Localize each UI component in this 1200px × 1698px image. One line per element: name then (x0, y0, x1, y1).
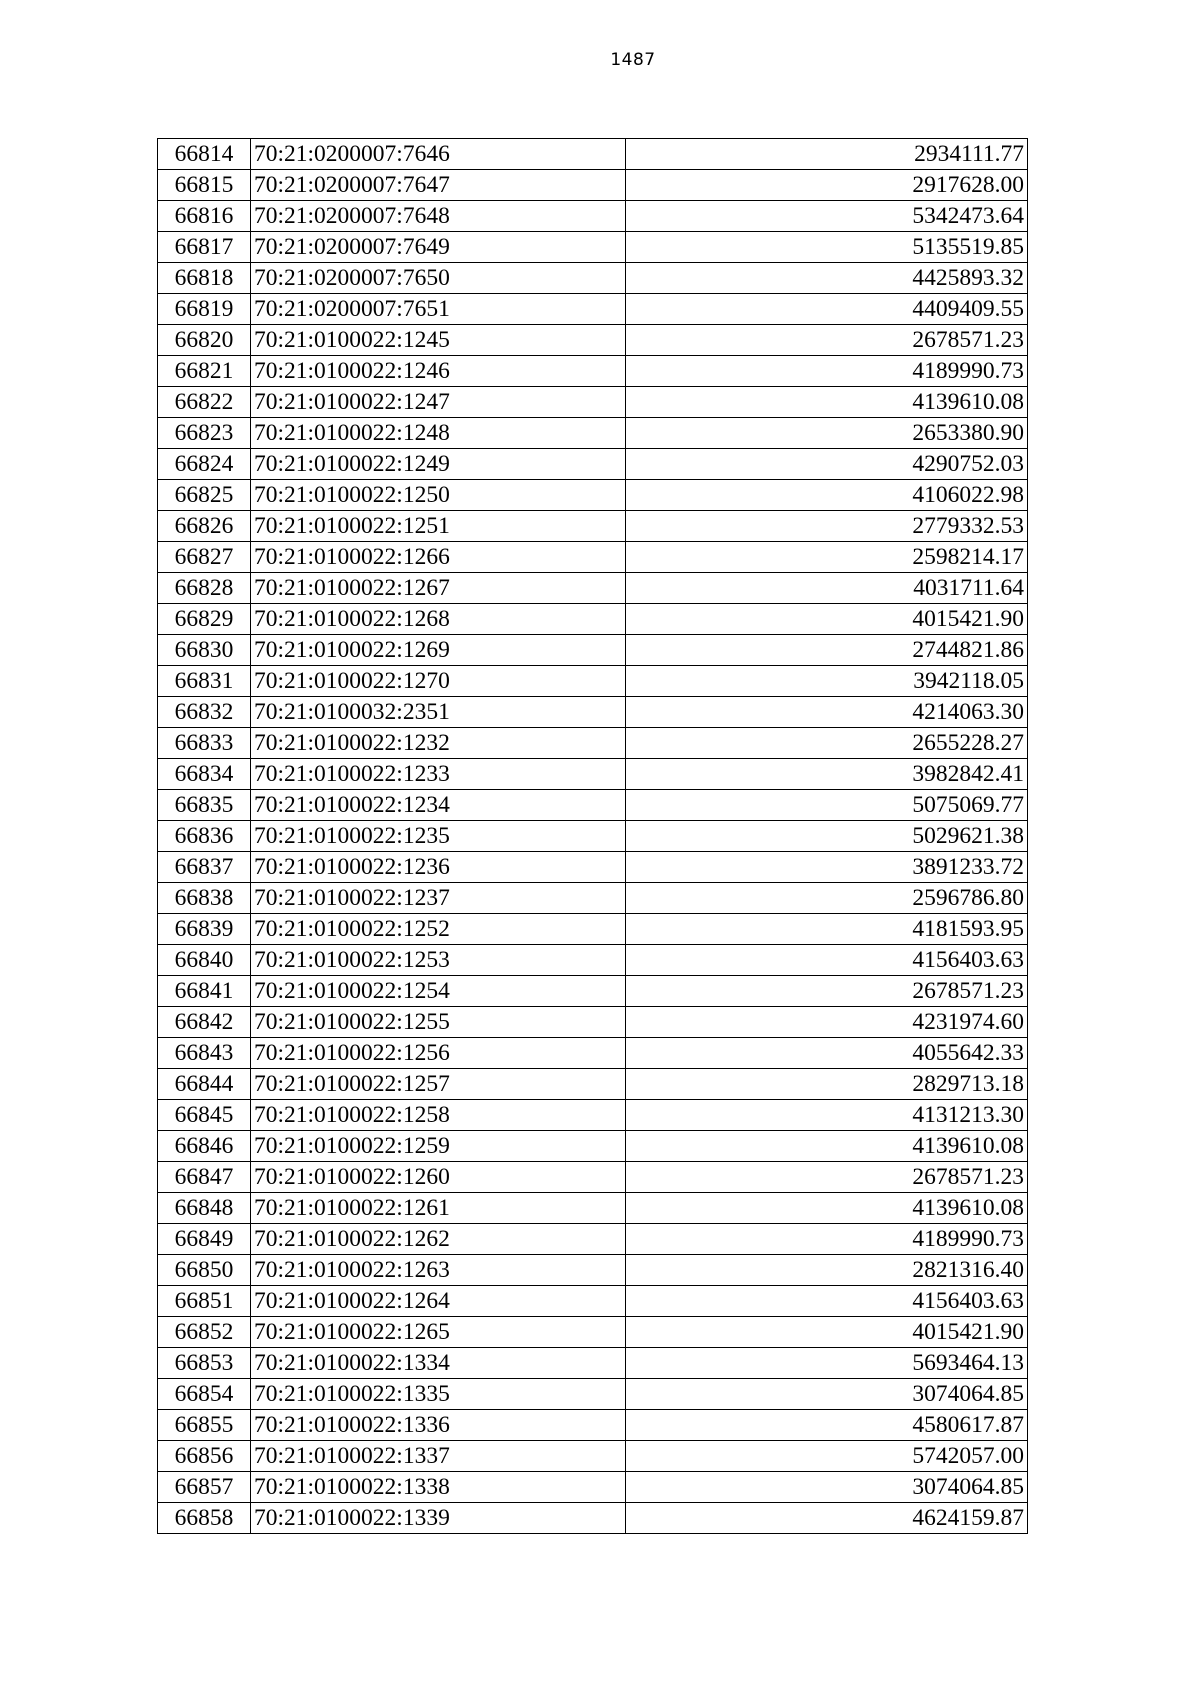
cadastral-value-cell: 2744821.86 (626, 635, 1028, 666)
cadastral-number-cell: 70:21:0100022:1256 (251, 1038, 626, 1069)
row-number-cell: 66831 (158, 666, 251, 697)
cadastral-value-cell: 2779332.53 (626, 511, 1028, 542)
cadastral-value-cell: 4580617.87 (626, 1410, 1028, 1441)
table-row (158, 573, 1028, 604)
row-number-cell: 66847 (158, 1162, 251, 1193)
cadastral-number-cell: 70:21:0100022:1249 (251, 449, 626, 480)
cadastral-value-cell: 2678571.23 (626, 976, 1028, 1007)
table-row (158, 1131, 1028, 1162)
row-number-cell: 66854 (158, 1379, 251, 1410)
row-number-cell: 66825 (158, 480, 251, 511)
row-number-cell: 66829 (158, 604, 251, 635)
table-row (158, 1224, 1028, 1255)
row-number-cell: 66814 (158, 139, 251, 170)
table-row (158, 1379, 1028, 1410)
row-number-cell: 66848 (158, 1193, 251, 1224)
cadastral-value-cell: 3891233.72 (626, 852, 1028, 883)
cadastral-value-cell: 2678571.23 (626, 325, 1028, 356)
cadastral-value-cell: 4156403.63 (626, 945, 1028, 976)
row-number-cell: 66858 (158, 1503, 251, 1534)
page-number: 1487 (610, 50, 656, 70)
table-row (158, 759, 1028, 790)
cadastral-value-cell: 5135519.85 (626, 232, 1028, 263)
cadastral-number-cell: 70:21:0100022:1235 (251, 821, 626, 852)
table-row (158, 201, 1028, 232)
cadastral-number-cell: 70:21:0100022:1253 (251, 945, 626, 976)
cadastral-value-cell: 4139610.08 (626, 1131, 1028, 1162)
row-number-cell: 66818 (158, 263, 251, 294)
row-number-cell: 66839 (158, 914, 251, 945)
cadastral-number-cell: 70:21:0200007:7650 (251, 263, 626, 294)
cadastral-value-cell: 4015421.90 (626, 604, 1028, 635)
cadastral-value-cell: 5693464.13 (626, 1348, 1028, 1379)
cadastral-value-cell: 4055642.33 (626, 1038, 1028, 1069)
table-row (158, 790, 1028, 821)
table-row (158, 1472, 1028, 1503)
row-number-cell: 66852 (158, 1317, 251, 1348)
cadastral-value-cell: 3074064.85 (626, 1379, 1028, 1410)
cadastral-value-cell: 4139610.08 (626, 1193, 1028, 1224)
cadastral-value-cell: 2598214.17 (626, 542, 1028, 573)
cadastral-number-cell: 70:21:0100022:1260 (251, 1162, 626, 1193)
cadastral-number-cell: 70:21:0100022:1234 (251, 790, 626, 821)
row-number-cell: 66836 (158, 821, 251, 852)
table-row (158, 325, 1028, 356)
cadastral-number-cell: 70:21:0100022:1233 (251, 759, 626, 790)
table-row (158, 1193, 1028, 1224)
table-row (158, 356, 1028, 387)
row-number-cell: 66856 (158, 1441, 251, 1472)
table-row (158, 1007, 1028, 1038)
cadastral-value-cell: 3982842.41 (626, 759, 1028, 790)
row-number-cell: 66846 (158, 1131, 251, 1162)
cadastral-number-cell: 70:21:0100022:1262 (251, 1224, 626, 1255)
row-number-cell: 66857 (158, 1472, 251, 1503)
cadastral-number-cell: 70:21:0100022:1266 (251, 542, 626, 573)
row-number-cell: 66841 (158, 976, 251, 1007)
row-number-cell: 66842 (158, 1007, 251, 1038)
cadastral-value-cell: 2653380.90 (626, 418, 1028, 449)
cadastral-value-cell: 4031711.64 (626, 573, 1028, 604)
cadastral-number-cell: 70:21:0200007:7647 (251, 170, 626, 201)
row-number-cell: 66828 (158, 573, 251, 604)
table-row (158, 387, 1028, 418)
row-number-cell: 66838 (158, 883, 251, 914)
row-number-cell: 66855 (158, 1410, 251, 1441)
cadastral-value-cell: 4181593.95 (626, 914, 1028, 945)
cadastral-value-cell: 4139610.08 (626, 387, 1028, 418)
cadastral-number-cell: 70:21:0100022:1252 (251, 914, 626, 945)
row-number-cell: 66832 (158, 697, 251, 728)
cadastral-value-cell: 4231974.60 (626, 1007, 1028, 1038)
table-row (158, 976, 1028, 1007)
table-row (158, 1348, 1028, 1379)
row-number-cell: 66830 (158, 635, 251, 666)
cadastral-value-cell: 4624159.87 (626, 1503, 1028, 1534)
row-number-cell: 66834 (158, 759, 251, 790)
row-number-cell: 66819 (158, 294, 251, 325)
table-row (158, 666, 1028, 697)
row-number-cell: 66817 (158, 232, 251, 263)
table-row (158, 418, 1028, 449)
cadastral-number-cell: 70:21:0100022:1334 (251, 1348, 626, 1379)
cadastral-number-cell: 70:21:0100022:1337 (251, 1441, 626, 1472)
cadastral-value-cell: 2655228.27 (626, 728, 1028, 759)
cadastral-value-cell: 3942118.05 (626, 666, 1028, 697)
row-number-cell: 66833 (158, 728, 251, 759)
cadastral-number-cell: 70:21:0100022:1246 (251, 356, 626, 387)
row-number-cell: 66820 (158, 325, 251, 356)
table-row (158, 945, 1028, 976)
cadastral-value-cell: 4214063.30 (626, 697, 1028, 728)
row-number-cell: 66837 (158, 852, 251, 883)
cadastral-number-cell: 70:21:0100022:1268 (251, 604, 626, 635)
table-row (158, 1038, 1028, 1069)
table-row (158, 480, 1028, 511)
table-row (158, 604, 1028, 635)
table-row (158, 635, 1028, 666)
row-number-cell: 66835 (158, 790, 251, 821)
cadastral-value-cell: 2596786.80 (626, 883, 1028, 914)
cadastral-value-cell: 4156403.63 (626, 1286, 1028, 1317)
cadastral-number-cell: 70:21:0100022:1338 (251, 1472, 626, 1503)
table-row (158, 1441, 1028, 1472)
cadastral-number-cell: 70:21:0100022:1237 (251, 883, 626, 914)
cadastral-number-cell: 70:21:0100022:1339 (251, 1503, 626, 1534)
table-row (158, 1162, 1028, 1193)
cadastral-number-cell: 70:21:0200007:7651 (251, 294, 626, 325)
cadastral-number-cell: 70:21:0100022:1263 (251, 1255, 626, 1286)
cadastral-number-cell: 70:21:0200007:7649 (251, 232, 626, 263)
table-row (158, 852, 1028, 883)
cadastral-value-cell: 4131213.30 (626, 1100, 1028, 1131)
cadastral-number-cell: 70:21:0100022:1257 (251, 1069, 626, 1100)
table-row (158, 139, 1028, 170)
table-row (158, 1255, 1028, 1286)
cadastral-value-cell: 4409409.55 (626, 294, 1028, 325)
cadastral-number-cell: 70:21:0100022:1264 (251, 1286, 626, 1317)
table-row (158, 170, 1028, 201)
table-row (158, 449, 1028, 480)
table-row (158, 883, 1028, 914)
cadastral-number-cell: 70:21:0100022:1265 (251, 1317, 626, 1348)
cadastral-number-cell: 70:21:0100022:1259 (251, 1131, 626, 1162)
row-number-cell: 66824 (158, 449, 251, 480)
table-row (158, 511, 1028, 542)
cadastral-number-cell: 70:21:0100022:1336 (251, 1410, 626, 1441)
cadastral-number-cell: 70:21:0100032:2351 (251, 697, 626, 728)
cadastral-value-table (157, 138, 1028, 1534)
table-row (158, 1317, 1028, 1348)
cadastral-number-cell: 70:21:0100022:1254 (251, 976, 626, 1007)
cadastral-value-cell: 2678571.23 (626, 1162, 1028, 1193)
cadastral-value-cell: 2917628.00 (626, 170, 1028, 201)
row-number-cell: 66844 (158, 1069, 251, 1100)
cadastral-number-cell: 70:21:0100022:1261 (251, 1193, 626, 1224)
cadastral-number-cell: 70:21:0100022:1251 (251, 511, 626, 542)
cadastral-number-cell: 70:21:0100022:1269 (251, 635, 626, 666)
row-number-cell: 66840 (158, 945, 251, 976)
row-number-cell: 66823 (158, 418, 251, 449)
cadastral-number-cell: 70:21:0100022:1258 (251, 1100, 626, 1131)
cadastral-value-cell: 2934111.77 (626, 139, 1028, 170)
cadastral-value-cell: 5342473.64 (626, 201, 1028, 232)
row-number-cell: 66845 (158, 1100, 251, 1131)
row-number-cell: 66849 (158, 1224, 251, 1255)
cadastral-value-cell: 4425893.32 (626, 263, 1028, 294)
row-number-cell: 66853 (158, 1348, 251, 1379)
cadastral-number-cell: 70:21:0100022:1250 (251, 480, 626, 511)
cadastral-value-cell: 5742057.00 (626, 1441, 1028, 1472)
cadastral-number-cell: 70:21:0100022:1248 (251, 418, 626, 449)
cadastral-number-cell: 70:21:0100022:1270 (251, 666, 626, 697)
cadastral-value-cell: 4189990.73 (626, 1224, 1028, 1255)
row-number-cell: 66851 (158, 1286, 251, 1317)
row-number-cell: 66826 (158, 511, 251, 542)
table-row (158, 728, 1028, 759)
cadastral-number-cell: 70:21:0100022:1247 (251, 387, 626, 418)
table-row (158, 232, 1028, 263)
row-number-cell: 66816 (158, 201, 251, 232)
cadastral-value-cell: 4106022.98 (626, 480, 1028, 511)
cadastral-value-cell: 3074064.85 (626, 1472, 1028, 1503)
cadastral-number-cell: 70:21:0100022:1236 (251, 852, 626, 883)
cadastral-value-cell: 2829713.18 (626, 1069, 1028, 1100)
table-row (158, 1503, 1028, 1534)
table-row (158, 1069, 1028, 1100)
table-row (158, 263, 1028, 294)
cadastral-value-cell: 5075069.77 (626, 790, 1028, 821)
cadastral-value-cell: 4189990.73 (626, 356, 1028, 387)
cadastral-number-cell: 70:21:0100022:1255 (251, 1007, 626, 1038)
row-number-cell: 66821 (158, 356, 251, 387)
row-number-cell: 66850 (158, 1255, 251, 1286)
cadastral-number-cell: 70:21:0100022:1335 (251, 1379, 626, 1410)
cadastral-number-cell: 70:21:0100022:1267 (251, 573, 626, 604)
cadastral-value-cell: 2821316.40 (626, 1255, 1028, 1286)
cadastral-value-cell: 5029621.38 (626, 821, 1028, 852)
table-body (158, 139, 1028, 1534)
cadastral-number-cell: 70:21:0100022:1245 (251, 325, 626, 356)
table-row (158, 914, 1028, 945)
table-row (158, 1286, 1028, 1317)
cadastral-number-cell: 70:21:0100022:1232 (251, 728, 626, 759)
table-row (158, 697, 1028, 728)
row-number-cell: 66843 (158, 1038, 251, 1069)
cadastral-number-cell: 70:21:0200007:7648 (251, 201, 626, 232)
table-row (158, 821, 1028, 852)
table-row (158, 294, 1028, 325)
cadastral-value-cell: 4290752.03 (626, 449, 1028, 480)
row-number-cell: 66815 (158, 170, 251, 201)
cadastral-value-table-wrapper (157, 138, 1028, 1534)
row-number-cell: 66822 (158, 387, 251, 418)
cadastral-value-cell: 4015421.90 (626, 1317, 1028, 1348)
cadastral-number-cell: 70:21:0200007:7646 (251, 139, 626, 170)
table-row (158, 1100, 1028, 1131)
table-row (158, 1410, 1028, 1441)
table-row (158, 542, 1028, 573)
row-number-cell: 66827 (158, 542, 251, 573)
